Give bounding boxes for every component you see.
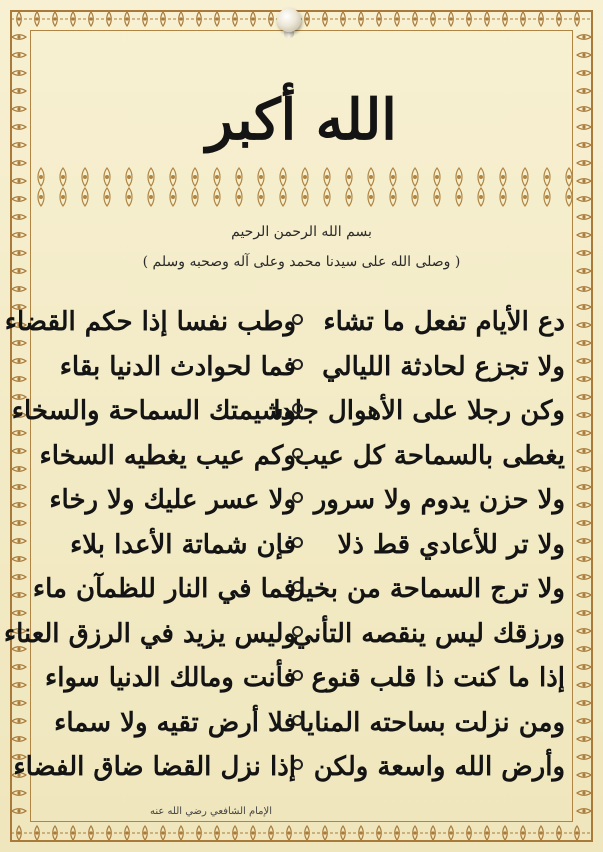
verse-row [30, 478, 573, 523]
verse-second-hemistich: وكم عيب يغطيه السخاء [39, 440, 296, 471]
verse-first-hemistich: ولا ترج السماحة من بخيل [286, 574, 565, 604]
verse-second-hemistich: فما في النار للظمآن ماء [32, 574, 296, 604]
verse-second-hemistich: وطب نفسا إذا حكم القضاء [4, 307, 296, 337]
verse-first-hemistich: دع الأيام تفعل ما تشاء [323, 307, 565, 337]
verse-row [30, 567, 573, 612]
verse-first-hemistich: وكن رجلا على الأهوال جلدا [273, 396, 565, 426]
verse-second-hemistich: ولا عسر عليك ولا رخاء [49, 485, 296, 515]
push-pin-icon [277, 8, 301, 32]
verse-row [30, 656, 573, 701]
verse-row [4, 300, 573, 345]
verse-row [30, 523, 573, 568]
verse-row [30, 701, 573, 746]
verse-second-hemistich: فما لحوادث الدنيا بقاء [59, 351, 296, 382]
verse-first-hemistich: ولا حزن يدوم ولا سرور [313, 485, 565, 515]
verse-second-hemistich: فلا أرض تقيه ولا سماء [54, 707, 296, 738]
verse-first-hemistich: ولا تجزع لحادثة الليالي [322, 351, 565, 382]
verse-row [30, 345, 573, 390]
page-title: الله أكبر [206, 87, 397, 153]
verse-first-hemistich: وأرض الله واسعة ولكن [313, 752, 565, 782]
ornament-band-upper [30, 166, 573, 188]
verse-second-hemistich: وشيمتك السماحة والسخاء [11, 396, 296, 426]
ornament-strip-top [10, 10, 593, 28]
ornament-band-lower [30, 186, 573, 208]
verse-row [13, 745, 573, 790]
poem-verses [3, 300, 573, 790]
verse-first-hemistich: ولا تر للأعادي قط ذلا [337, 529, 565, 560]
verse-first-hemistich: إذا ما كنت ذا قلب قنوع [311, 663, 565, 693]
poet-attribution: الإمام الشافعي رضي الله عنه [150, 806, 273, 817]
verse-first-hemistich: يغطى بالسماحة كل عيب [294, 440, 565, 471]
verse-second-hemistich: وليس يزيد في الرزق العناء [3, 618, 296, 649]
basmala: بسم الله الرحمن الرحيم [231, 224, 372, 240]
verse-second-hemistich: فأنت ومالك الدنيا سواء [45, 663, 296, 693]
verse-first-hemistich: ومن نزلت بساحته المنايا [299, 707, 565, 738]
verse-second-hemistich: فإن شماتة الأعدا بلاء [70, 529, 296, 560]
verse-second-hemistich: إذا نزل القضا ضاق الفضاء [13, 752, 296, 782]
verse-row [3, 612, 573, 657]
salawat-line: ( وصلى الله على سيدنا محمد وعلى آله وصحبه وسلم ) [142, 254, 461, 270]
verse-row [11, 389, 573, 434]
verse-first-hemistich: ورزقك ليس ينقصه التأني [292, 618, 565, 649]
ornament-strip-bottom [10, 824, 593, 842]
verse-row [30, 434, 573, 479]
